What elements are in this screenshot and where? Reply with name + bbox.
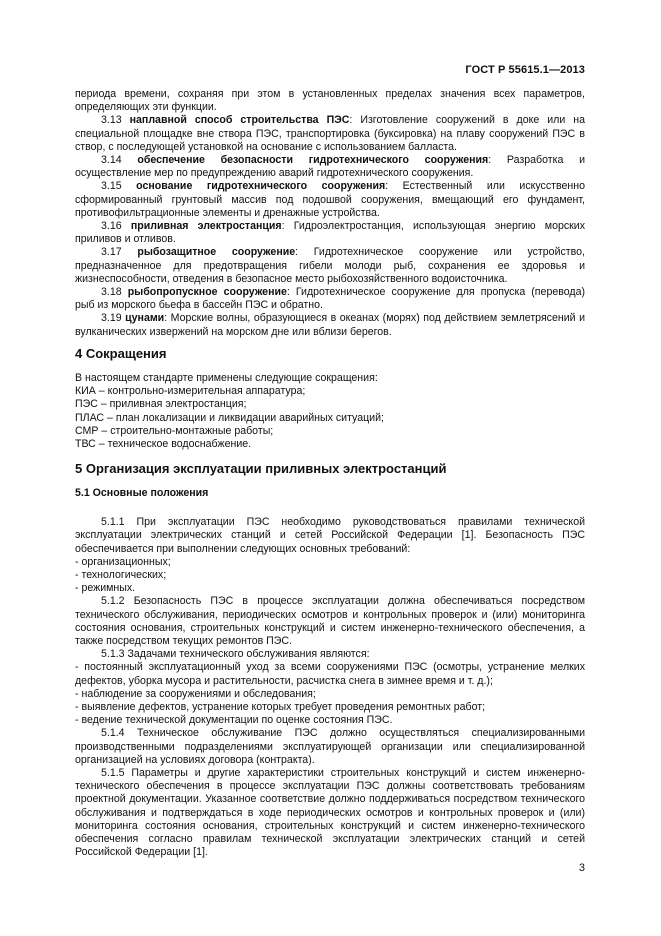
page-number: 3 — [578, 862, 585, 874]
term-3-19: 3.19 цунами: Морские волны, образующиеся в океанах (морях) под действием землетрясений и вулканических извержений на морском дне или вблизи берегов. — [75, 312, 585, 338]
term-continuation: периода времени, сохраняя при этом в установленных пределах значения всех параметров, определяющих эти функции. — [75, 88, 585, 114]
list-item: - организационных; — [75, 555, 171, 568]
para-5-1-3: 5.1.3 Задачами технического обслуживания являются: — [101, 648, 370, 661]
term-name: наплавной способ строительства ПЭС — [129, 114, 350, 127]
term-name: основание гидротехнического сооружения — [136, 180, 386, 193]
section-5 — [75, 461, 585, 859]
term-3-18: 3.18 рыбопропускное сооружение: Гидротехническое сооружение для пропуска (перевода) рыб из морского бьефа в бассейн ПЭС и обратно. — [75, 286, 585, 312]
abbrev-item: СМР – строительно-монтажные работы; — [75, 424, 274, 437]
term-3-14: 3.14 обеспечение безопасности гидротехнического сооружения: Разработка и осуществление мер по предупреждению аварий гидротехнического сооружения. — [75, 154, 585, 180]
term-name: рыбозащитное сооружение — [137, 246, 296, 259]
list-item: - наблюдение за сооружениями и обследования; — [75, 687, 316, 700]
term-3-15: 3.15 основание гидротехнического сооружения: Естественный или искусственно сформированный грунтовый массив под подошвой сооружения, вмещающий его фундамент, противофильтрационные элементы и дренажные устройства. — [75, 180, 585, 219]
term-3-17: 3.17 рыбозащитное сооружение: Гидротехническое сооружение или устройство, предназначенное для предотвращения гибели молоди рыб, сохранения ее здоровья и жизнеспособности, отведения в безопасное место рыбохозяйственного водоисточника. — [75, 246, 585, 285]
standard-code: ГОСТ Р 55615.1—2013 — [465, 64, 585, 76]
list-item: - выявление дефектов, устранение которых требует проведения ремонтных работ; — [75, 701, 486, 714]
section-4-title: 4 Сокращения — [75, 346, 167, 361]
term-name: обеспечение безопасности гидротехнического сооружения — [137, 154, 489, 167]
term-3-16: 3.16 приливная электростанция: Гидроэлектростанция, использующая энергию морских приливов и отливов. — [75, 220, 585, 246]
abbrev-item: ПЛАС – план локализации и ликвидации аварийных ситуаций; — [75, 411, 384, 424]
list-item: - постоянный эксплуатационный уход за всеми сооружениями ПЭС (осмотры, устранение мелких дефектов, уборка мусора и растительности, расчистка снега в зимнее время и т. д.); — [75, 661, 585, 687]
section-5-title: 5 Организация эксплуатации приливных электростанций — [75, 461, 447, 476]
abbrev-intro: В настоящем стандарте применены следующие сокращения: — [75, 372, 378, 384]
term-3-13: 3.13 наплавной способ строительства ПЭС: Изготовление сооружений в доке или на специальной площадке вне створа ПЭС, транспортировка (буксировка) на плаву сооружений ПЭС в створ, с последующей установкой на основание с использованием балласта. — [75, 114, 586, 153]
subsection-5-1-title: 5.1 Основные положения — [75, 487, 209, 499]
para-5-1-5: 5.1.5 Параметры и другие характеристики строительных конструкций и систем инженерно-технического обеспечения в процессе эксплуатации ПЭС должны соответствовать требованиям проектной документации. Указанное соответствие должно поддерживаться посредством технического обслуживания и подтверждаться в ходе периодических осмотров и контрольных проверок и (или) мониторинга состояния основания, строительных конструкций и систем инженерно-технического обеспечения согласно правилам технической эксплуатации электрических станций и сетей Российской Федерации [1]. — [75, 767, 585, 859]
section-4 — [75, 346, 585, 451]
abbrev-item: ПЭС – приливная электростанция; — [75, 398, 247, 411]
term-name: приливная электростанция — [130, 220, 282, 233]
terms-block — [75, 88, 585, 339]
para-5-1-1: 5.1.1 При эксплуатации ПЭС необходимо руководствоваться правилами технической эксплуатации электрических станций и сетей Российской Федерации [1]. Безопасность ПЭС обеспечивается при выполнении следующих основных требований: — [75, 516, 585, 555]
abbrev-item: КИА – контрольно-измерительная аппаратура; — [75, 385, 306, 398]
term-name: рыбопропускное сооружение — [127, 286, 287, 299]
para-5-1-4: 5.1.4 Техническое обслуживание ПЭС должно осуществляться специализированными производственными подразделениями эксплуатирующей организации или специализированной организацией на условиях договора (контракта). — [75, 727, 585, 766]
abbrev-item: ТВС – техническое водоснабжение. — [75, 438, 252, 451]
para-5-1-2: 5.1.2 Безопасность ПЭС в процессе эксплуатации должна обеспечиваться посредством технического обслуживания, периодических осмотров и контрольных проверок и (или) мониторинга состояния основания, строительных конструкций и систем инженерно-технического обеспечения, а также посредством текущих ремонтов ПЭС. — [75, 595, 585, 648]
list-item: - режимных. — [75, 582, 136, 595]
list-item: - технологических; — [75, 569, 167, 582]
term-name: цунами — [125, 312, 165, 325]
list-item: - ведение технической документации по оценке состояния ПЭС. — [75, 714, 393, 727]
